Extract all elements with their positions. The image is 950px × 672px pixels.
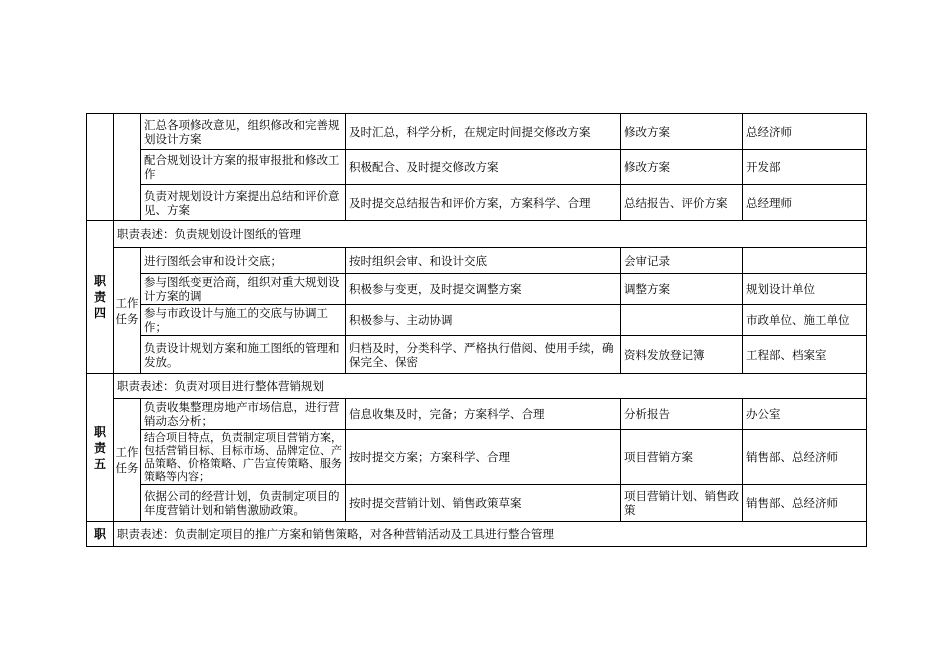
task-standard: 积极参与变更，及时提交调整方案 <box>346 274 621 305</box>
table-row <box>87 485 867 522</box>
section-description-row <box>87 374 867 399</box>
task-content: 负责设计规划方案和施工图纸的管理和发放。 <box>141 336 346 374</box>
continuation-section-cell <box>87 114 114 221</box>
section-description: 职责表述：负责对项目进行整体营销规划 <box>114 374 867 399</box>
table-row <box>87 114 867 150</box>
task-content: 依据公司的经营计划，负责制定项目的年度营销计划和销售激励政策。 <box>141 485 346 522</box>
task-standard: 按时提交方案；方案科学、合理 <box>346 430 621 485</box>
section-label-5: 职 责 五 <box>87 374 114 522</box>
section-description: 职责表述：负责规划设计图纸的管理 <box>114 221 867 248</box>
task-related: 开发部 <box>743 150 867 185</box>
duty-table <box>86 113 867 547</box>
section-description-row <box>87 522 867 547</box>
task-content: 参与图纸变更洽商，组织对重大规划设计方案的调 <box>141 274 346 305</box>
task-standard: 按时组织会审、和设计交底 <box>346 248 621 274</box>
task-result: 资料发放登记簿 <box>621 336 743 374</box>
task-related <box>743 248 867 274</box>
table-row <box>87 274 867 305</box>
table-row <box>87 336 867 374</box>
task-related: 规划设计单位 <box>743 274 867 305</box>
task-related: 销售部、总经济师 <box>743 430 867 485</box>
task-label: 工作 任务 <box>114 248 141 374</box>
task-content: 参与市政设计与施工的交底与协调工作； <box>141 305 346 336</box>
task-content: 汇总各项修改意见，组织修改和完善规划设计方案 <box>141 114 346 150</box>
task-standard: 信息收集及时，完备；方案科学、合理 <box>346 399 621 430</box>
task-content: 配合规划设计方案的报审报批和修改工作 <box>141 150 346 185</box>
task-result: 修改方案 <box>621 114 743 150</box>
table-row <box>87 399 867 430</box>
task-standard: 积极配合、及时提交修改方案 <box>346 150 621 185</box>
task-related: 总经济师 <box>743 114 867 150</box>
task-standard: 归档及时，分类科学、严格执行借阅、使用手续，确保完全、保密 <box>346 336 621 374</box>
task-result: 项目营销方案 <box>621 430 743 485</box>
table-row <box>87 305 867 336</box>
task-content: 结合项目特点，负责制定项目营销方案，包括营销目标、目标市场、品牌定位、产品策略、价格策略、广告宣传策略、服务策略等内容； <box>141 430 346 485</box>
section-label-6: 职 <box>87 522 114 547</box>
task-content: 负责对规划设计方案提出总结和评价意见、方案 <box>141 185 346 221</box>
task-standard: 积极参与、主动协调 <box>346 305 621 336</box>
task-label: 工作 任务 <box>114 399 141 522</box>
section-label-4: 职 责 四 <box>87 221 114 374</box>
continuation-task-cell <box>114 114 141 221</box>
task-result <box>621 305 743 336</box>
table-row <box>87 150 867 185</box>
task-related: 总经理师 <box>743 185 867 221</box>
task-related: 销售部、总经济师 <box>743 485 867 522</box>
task-result: 分析报告 <box>621 399 743 430</box>
task-related: 办公室 <box>743 399 867 430</box>
task-result: 修改方案 <box>621 150 743 185</box>
section-description: 职责表述：负责制定项目的推广方案和销售策略，对各种营销活动及工具进行整合管理 <box>114 522 867 547</box>
task-result: 调整方案 <box>621 274 743 305</box>
task-standard: 及时提交总结报告和评价方案，方案科学、合理 <box>346 185 621 221</box>
task-result: 项目营销计划、销售政策 <box>621 485 743 522</box>
task-result: 总结报告、评价方案 <box>621 185 743 221</box>
task-content: 进行图纸会审和设计交底； <box>141 248 346 274</box>
section-description-row <box>87 221 867 248</box>
task-result: 会审记录 <box>621 248 743 274</box>
task-standard: 及时汇总，科学分析，在规定时间提交修改方案 <box>346 114 621 150</box>
table-row <box>87 248 867 274</box>
task-content: 负责收集整理房地产市场信息，进行营销动态分析； <box>141 399 346 430</box>
task-standard: 按时提交营销计划、销售政策草案 <box>346 485 621 522</box>
table-row <box>87 185 867 221</box>
task-related: 市政单位、施工单位 <box>743 305 867 336</box>
task-related: 工程部、档案室 <box>743 336 867 374</box>
table-row <box>87 430 867 485</box>
